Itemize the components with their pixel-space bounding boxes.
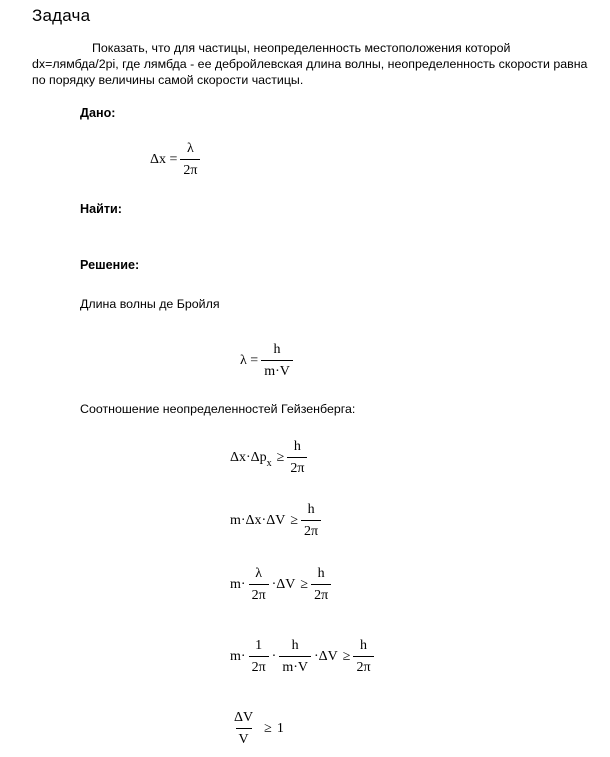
eq4-relation: ≥	[342, 649, 351, 664]
eq4-dot: ·	[271, 649, 277, 664]
eq1-numerator: h	[293, 439, 301, 454]
equation-5	[228, 710, 284, 748]
eq-debroglie-denominator: m·V	[261, 360, 293, 380]
equation-3	[230, 566, 334, 604]
eq3-fraction-lambda	[249, 566, 269, 604]
equation-2	[230, 502, 324, 540]
eq5-rhs: 1	[276, 721, 284, 736]
eq-given-numerator: λ	[187, 141, 194, 156]
eq4-fraction-h	[279, 638, 311, 676]
eq4-fraction	[353, 638, 373, 676]
eq1-subscript: x	[266, 457, 272, 469]
eq4-h-denominator: m·V	[279, 656, 311, 676]
eq3-lambda-denominator: 2π	[249, 584, 269, 604]
eq4-denominator: 2π	[353, 656, 373, 676]
equation-debroglie	[240, 342, 296, 380]
eq2-fraction	[301, 502, 321, 540]
problem-text: Показать, что для частицы, неопределенность местоположения которой dx=лямбда/2pi, где лямбда - ее дебройлевская длина волны, неопределенность скорости равна по порядку величины самой скорости частицы.	[32, 41, 588, 87]
eq4-prefix: m·	[230, 649, 246, 664]
eq3-relation: ≥	[300, 577, 309, 592]
eq4-one-numerator: 1	[255, 638, 263, 653]
debroglie-label: Длина волны де Бройля	[80, 297, 220, 311]
eq3-numerator: h	[317, 566, 325, 581]
equation-4	[230, 638, 377, 676]
eq-given-lhs: Δx =	[150, 152, 178, 167]
eq4-numerator: h	[359, 638, 367, 653]
equation-given	[150, 141, 203, 179]
eq1-fraction	[287, 439, 307, 477]
eq5-denominator: V	[236, 728, 252, 748]
eq3-lambda-numerator: λ	[255, 566, 262, 581]
eq4-one-denominator: 2π	[249, 656, 269, 676]
eq3-middle: ·ΔV	[271, 577, 296, 592]
given-heading: Дано:	[80, 106, 116, 120]
find-heading: Найти:	[80, 202, 122, 216]
eq2-numerator: h	[307, 502, 315, 517]
eq1-lhs: Δx·Δp	[230, 450, 267, 465]
eq2-denominator: 2π	[301, 520, 321, 540]
eq4-fraction-one	[249, 638, 269, 676]
eq5-fraction	[231, 710, 256, 748]
eq4-h-numerator: h	[291, 638, 299, 653]
eq5-numerator: ΔV	[234, 710, 254, 725]
solution-heading: Решение:	[80, 258, 140, 272]
eq-given-fraction	[180, 141, 200, 179]
eq-debroglie-lhs: λ =	[240, 353, 259, 368]
eq4-middle: ·ΔV	[313, 649, 338, 664]
eq3-fraction	[311, 566, 331, 604]
eq5-relation: ≥	[264, 721, 272, 736]
problem-statement	[32, 40, 592, 88]
eq2-lhs: m·Δx·ΔV	[230, 513, 286, 528]
eq-debroglie-fraction	[261, 342, 293, 380]
eq2-relation: ≥	[290, 513, 299, 528]
equation-1	[230, 439, 310, 477]
eq3-prefix: m·	[230, 577, 246, 592]
eq-debroglie-numerator: h	[273, 342, 281, 357]
eq1-relation: ≥	[276, 450, 285, 465]
page-title: Задача	[32, 6, 91, 25]
eq3-denominator: 2π	[311, 584, 331, 604]
heisenberg-label: Соотношение неопределенностей Гейзенберга:	[80, 402, 356, 416]
eq1-denominator: 2π	[287, 457, 307, 477]
eq-given-denominator: 2π	[180, 159, 200, 179]
